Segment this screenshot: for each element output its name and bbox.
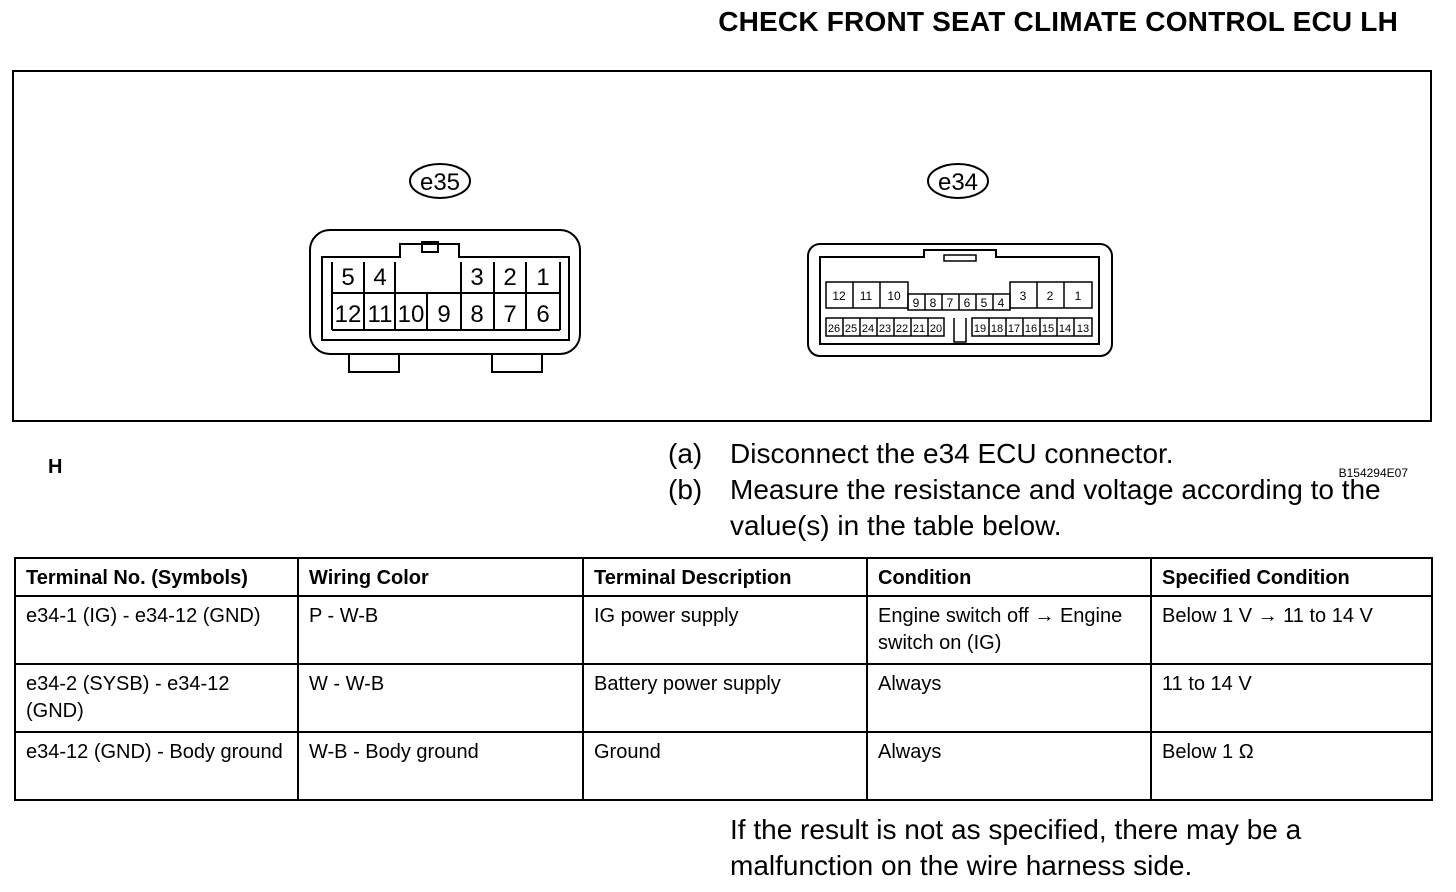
e34-pin: 8 <box>929 296 937 310</box>
step-b <box>668 472 1430 544</box>
e34-pin: 17 <box>1007 323 1021 335</box>
procedure-steps <box>668 436 1430 544</box>
step-a <box>668 436 1430 472</box>
e35-pin: 8 <box>470 301 484 328</box>
table-cell: e34-12 (GND) - Body ground <box>15 732 298 800</box>
e34-pin: 14 <box>1058 323 1072 335</box>
e34-pin: 24 <box>861 323 875 335</box>
e34-pin: 10 <box>887 289 901 303</box>
e35-pin: 10 <box>397 301 425 328</box>
e35-pin-labels <box>335 264 550 328</box>
column-header: Wiring Color <box>298 558 583 596</box>
e34-pin: 23 <box>878 323 892 335</box>
table-cell: Always <box>867 664 1151 732</box>
table-cell: W - W-B <box>298 664 583 732</box>
e35-label: e35 <box>419 169 461 196</box>
e34-label: e34 <box>937 169 979 196</box>
e35-pin: 11 <box>367 301 393 328</box>
e34-pin: 2 <box>1046 289 1054 303</box>
step-marker: (b) <box>668 474 703 505</box>
e35-pin: 2 <box>503 264 517 291</box>
table-cell: W-B - Body ground <box>298 732 583 800</box>
e34-pin: 7 <box>946 296 954 310</box>
specification-table <box>14 557 1433 801</box>
table-cell: Below 1 Ω <box>1151 732 1432 800</box>
table-row <box>15 732 1432 800</box>
table-cell: Below 1 V → 11 to 14 V <box>1151 596 1432 664</box>
table-cell: Always <box>867 732 1151 800</box>
e34-pin: 1 <box>1074 289 1082 303</box>
figure-corner-letter: H <box>48 456 63 478</box>
e34-pin: 6 <box>963 296 971 310</box>
figure-id: B154294E07 <box>1338 466 1408 480</box>
table-cell: e34-1 (IG) - e34-12 (GND) <box>15 596 298 664</box>
e34-pin: 25 <box>844 323 858 335</box>
e34-pin: 5 <box>980 296 988 310</box>
e34-pin: 4 <box>997 296 1005 310</box>
column-header: Terminal No. (Symbols) <box>15 558 298 596</box>
e35-pin: 4 <box>373 264 387 291</box>
e35-pin: 6 <box>536 301 550 328</box>
step-text: Disconnect the e34 ECU connector. <box>730 438 1174 469</box>
connector-e34 <box>808 244 1112 356</box>
footnote: If the result is not as specified, there may be a malfunction on the wire harness side. <box>730 814 1302 881</box>
e34-pin: 3 <box>1019 289 1027 303</box>
e34-pin: 12 <box>832 289 846 303</box>
table-row <box>15 596 1432 664</box>
column-header: Condition <box>867 558 1151 596</box>
e34-pin: 21 <box>912 323 926 335</box>
e34-pin: 13 <box>1076 323 1090 335</box>
step-marker: (a) <box>668 438 703 469</box>
page-title: CHECK FRONT SEAT CLIMATE CONTROL ECU LH <box>718 6 1398 37</box>
e34-pin: 26 <box>827 323 841 335</box>
column-header: Terminal Description <box>583 558 867 596</box>
e34-pin: 15 <box>1041 323 1055 335</box>
e34-pin: 20 <box>929 323 943 335</box>
e35-pin: 3 <box>470 264 484 291</box>
table-header-row <box>15 558 1432 596</box>
table-cell: Ground <box>583 732 867 800</box>
e35-pin: 5 <box>341 264 355 291</box>
e35-pin: 12 <box>334 301 362 328</box>
e34-pin: 19 <box>973 323 987 335</box>
table-row <box>15 664 1432 732</box>
e34-pin-labels-row2 <box>828 323 1089 335</box>
table-cell: P - W-B <box>298 596 583 664</box>
e34-pin: 9 <box>912 296 920 310</box>
e34-pin: 16 <box>1024 323 1038 335</box>
e34-pin: 22 <box>895 323 909 335</box>
table-cell: Engine switch off → Engine switch on (IG) <box>867 596 1151 664</box>
e34-pin: 11 <box>859 289 873 303</box>
step-text: Measure the resistance and voltage according to the value(s) in the table below. <box>730 474 1381 541</box>
table-cell: IG power supply <box>583 596 867 664</box>
e34-pin: 18 <box>990 323 1004 335</box>
e35-pin: 7 <box>503 301 517 328</box>
table-cell: 11 to 14 V <box>1151 664 1432 732</box>
e34-pin-labels <box>832 289 1081 310</box>
e35-pin: 1 <box>536 264 550 291</box>
e35-pin: 9 <box>437 301 451 328</box>
table-cell: Battery power supply <box>583 664 867 732</box>
column-header: Specified Condition <box>1151 558 1432 596</box>
table-cell: e34-2 (SYSB) - e34-12 (GND) <box>15 664 298 732</box>
connector-diagram <box>14 72 1430 420</box>
